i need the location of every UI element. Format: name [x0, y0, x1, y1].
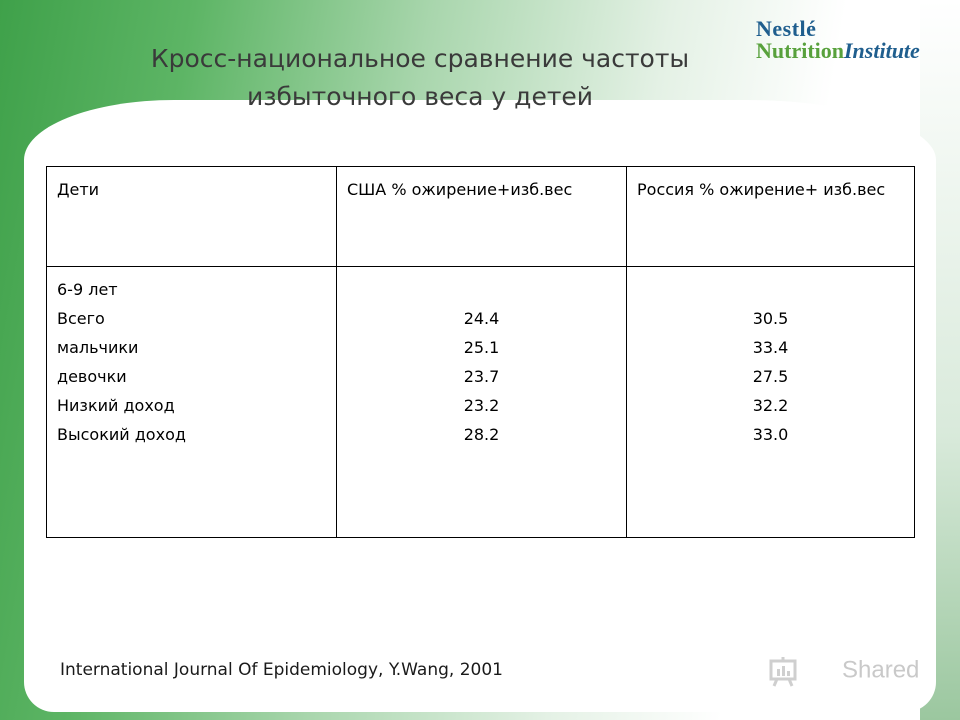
title-line-2: избыточного веса у детей [246, 82, 594, 111]
table-row [47, 267, 915, 538]
row-label: 6-9 лет [57, 280, 118, 299]
row-label: Высокий доход [57, 425, 186, 444]
header-russia: Россия % ожирение+ изб.вес [627, 167, 915, 267]
usa-value: 28.2 [463, 425, 500, 444]
russia-value: 33.4 [752, 338, 789, 357]
usa-value: 23.7 [463, 367, 500, 386]
russia-value: 33.0 [752, 425, 789, 444]
title-line-1: Кросс-национальное сравнение частоты [150, 44, 690, 73]
header-usa: США % ожирение+изб.вес [337, 167, 627, 267]
row-label: девочки [57, 367, 127, 386]
header-children: Дети [47, 167, 337, 267]
russia-values-cell [627, 267, 915, 538]
logo-institute: Institute [844, 38, 920, 63]
comparison-table [46, 166, 915, 538]
russia-value: 32.2 [752, 396, 789, 415]
row-labels-cell [47, 267, 337, 538]
source-citation: International Journal Of Epidemiology, Y.Wang, 2001 [60, 660, 503, 680]
presentation-icon [768, 655, 798, 687]
usa-value: 24.4 [463, 309, 500, 328]
table-header-row [47, 167, 915, 267]
usa-value: 25.1 [463, 338, 500, 357]
row-label: мальчики [57, 338, 139, 357]
watermark [768, 655, 919, 687]
logo-nutrition: Nutrition [756, 38, 844, 63]
watermark-text: Shared [842, 656, 920, 684]
slide-title [60, 40, 780, 116]
logo-nestle: Nestlé [756, 16, 817, 41]
russia-value: 30.5 [752, 309, 789, 328]
usa-value: 23.2 [463, 396, 500, 415]
row-label: Всего [57, 309, 105, 328]
usa-values-cell [337, 267, 627, 538]
russia-value: 27.5 [752, 367, 789, 386]
row-label: Низкий доход [57, 396, 175, 415]
nestle-logo [756, 18, 920, 62]
